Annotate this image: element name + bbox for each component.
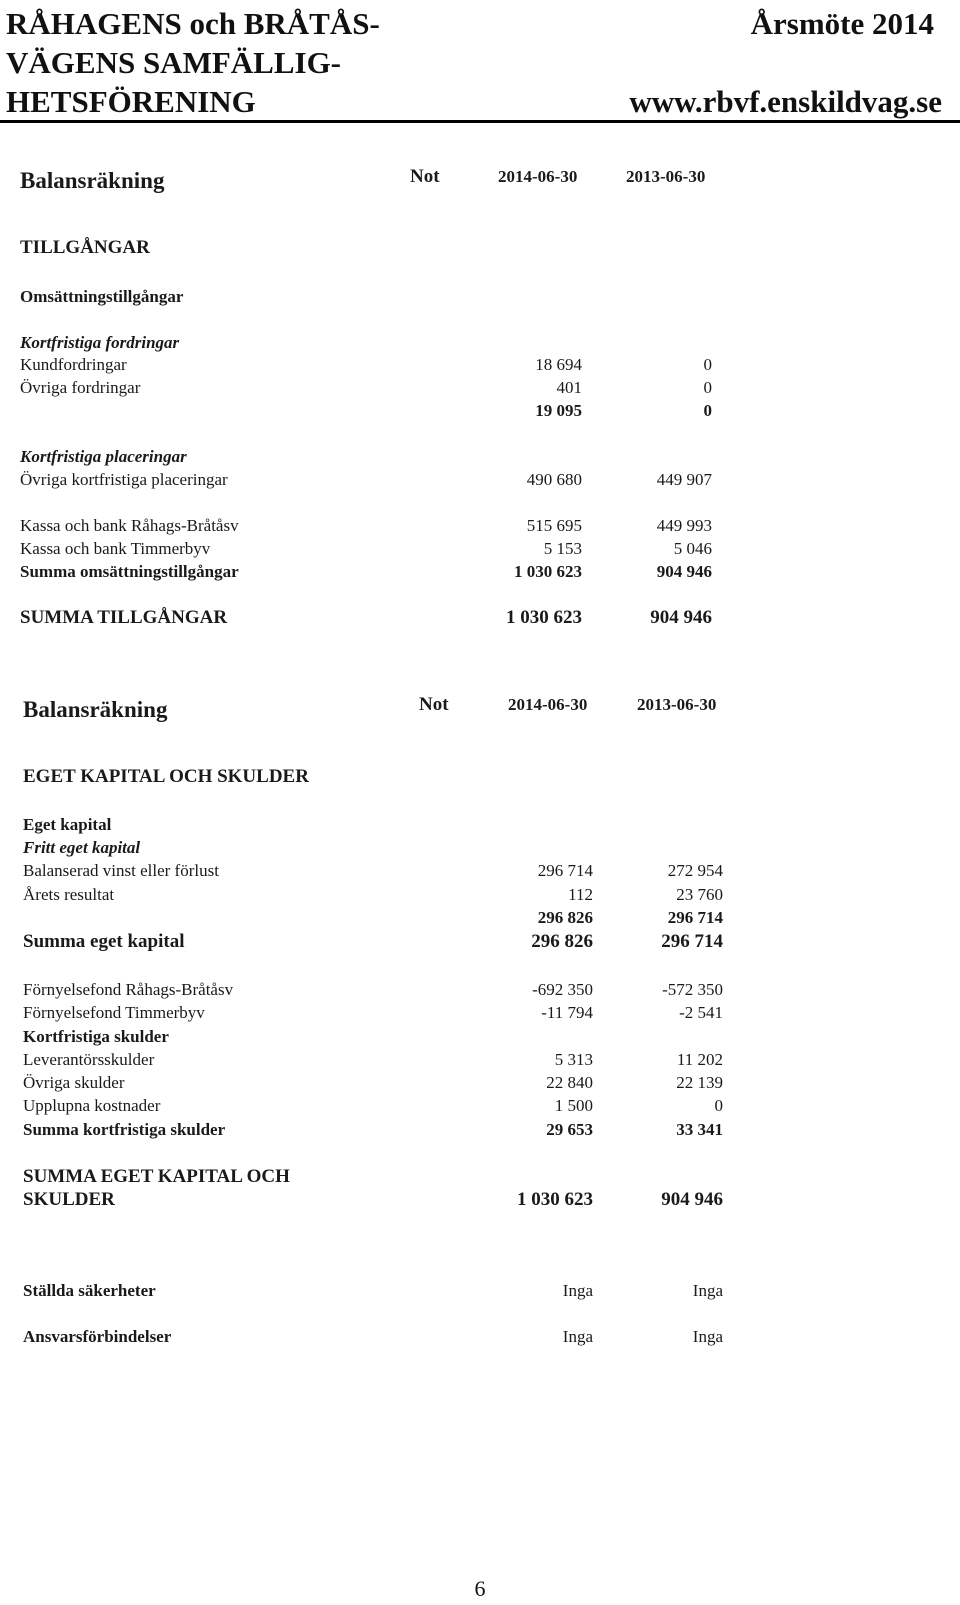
- cash-value-2013: 449 993: [656, 516, 712, 535]
- short-debts-heading: Kortfristiga skulder: [23, 1027, 169, 1046]
- equity-heading: Eget kapital: [23, 815, 112, 834]
- pledged-assets-2013: Inga: [692, 1281, 723, 1300]
- page-number: 6: [474, 1576, 486, 1601]
- association-name-line-3: HETSFÖRENING: [6, 84, 256, 119]
- cash-label: Kassa och bank Timmerbyv: [20, 539, 211, 558]
- equity-row-2014: 112: [568, 885, 593, 904]
- equity-row-2013: 272 954: [667, 861, 723, 880]
- placement-value-2014: 490 680: [526, 470, 582, 489]
- cash-value-2014: 5 153: [543, 539, 582, 558]
- renewal-fund-2014: -11 794: [541, 1003, 593, 1022]
- grand-total-label-line-1: SUMMA EGET KAPITAL OCH: [23, 1166, 290, 1187]
- cash-value-2013: 5 046: [673, 539, 712, 558]
- receivable-label: Kundfordringar: [20, 355, 127, 374]
- debt-row-2013: 0: [714, 1096, 723, 1115]
- liabilities-note-header: Not: [419, 694, 449, 715]
- header-divider: [0, 120, 960, 123]
- assets-col-2014-header: 2014-06-30: [498, 167, 578, 186]
- liabilities-col-2013-header: 2013-06-30: [637, 695, 717, 714]
- debt-row-2013: 11 202: [676, 1050, 723, 1069]
- placement-value-2013: 449 907: [656, 470, 712, 489]
- short-receivables-heading: Kortfristiga fordringar: [20, 333, 180, 352]
- liabilities-col-2014-header: 2014-06-30: [508, 695, 588, 714]
- liabilities-title: Balansräkning: [23, 697, 168, 722]
- contingent-liabilities-label: Ansvarsförbindelser: [23, 1327, 172, 1346]
- receivable-value-2013: 0: [703, 378, 712, 397]
- cash-value-2014: 515 695: [526, 516, 582, 535]
- debt-row-label: Leverantörsskulder: [23, 1050, 155, 1069]
- grand-total-2013: 904 946: [661, 1189, 723, 1210]
- renewal-fund-2013: -572 350: [662, 980, 723, 999]
- assets-title: Balansräkning: [20, 168, 165, 193]
- pledged-assets-2014: Inga: [562, 1281, 593, 1300]
- debt-sum-label: Summa kortfristiga skulder: [23, 1120, 226, 1139]
- receivables-total-2013: 0: [703, 401, 712, 420]
- sum-current-assets-2014: 1 030 623: [514, 562, 582, 581]
- assets-col-2013-header: 2013-06-30: [626, 167, 706, 186]
- association-name-line-1: RÅHAGENS och BRÅTÅS-: [6, 6, 380, 41]
- renewal-fund-2014: -692 350: [532, 980, 593, 999]
- equity-sum-label: Summa eget kapital: [23, 931, 185, 952]
- renewal-fund-2013: -2 541: [679, 1003, 723, 1022]
- pledged-assets-label: Ställda säkerheter: [23, 1281, 156, 1300]
- renewal-fund-label: Förnyelsefond Råhags-Bråtåsv: [23, 980, 234, 999]
- debt-row-label: Övriga skulder: [23, 1073, 125, 1092]
- equity-subtotal-2013: 296 714: [667, 908, 723, 927]
- equity-subtotal-2014: 296 826: [537, 908, 593, 927]
- short-placements-heading: Kortfristiga placeringar: [20, 447, 187, 466]
- contingent-liabilities-2014: Inga: [562, 1327, 593, 1346]
- equity-sum-2014: 296 826: [531, 931, 593, 952]
- receivables-total-2014: 19 095: [535, 401, 582, 420]
- debt-sum-2013: 33 341: [676, 1120, 723, 1139]
- liabilities-section-heading: EGET KAPITAL OCH SKULDER: [23, 766, 309, 787]
- sum-current-assets-label: Summa omsättningstillgångar: [20, 562, 239, 581]
- annual-meeting-title: Årsmöte 2014: [750, 6, 934, 41]
- renewal-fund-label: Förnyelsefond Timmerbyv: [23, 1003, 205, 1022]
- receivable-label: Övriga fordringar: [20, 378, 141, 397]
- grand-total-2014: 1 030 623: [517, 1189, 593, 1210]
- contingent-liabilities-2013: Inga: [692, 1327, 723, 1346]
- equity-row-label: Årets resultat: [23, 885, 115, 904]
- assets-section-heading: TILLGÅNGAR: [20, 237, 150, 258]
- equity-row-2013: 23 760: [676, 885, 723, 904]
- total-assets-2014: 1 030 623: [506, 607, 582, 628]
- website-link[interactable]: www.rbvf.enskildvag.se: [629, 84, 942, 119]
- association-name-line-2: VÄGENS SAMFÄLLIG-: [6, 45, 342, 80]
- receivable-value-2013: 0: [703, 355, 712, 374]
- sum-current-assets-2013: 904 946: [656, 562, 712, 581]
- receivable-value-2014: 401: [556, 378, 582, 397]
- debt-row-label: Upplupna kostnader: [23, 1096, 161, 1115]
- association-name: [6, 4, 380, 121]
- cash-label: Kassa och bank Råhags-Bråtåsv: [20, 516, 239, 535]
- total-assets-label: SUMMA TILLGÅNGAR: [20, 607, 228, 628]
- receivable-value-2014: 18 694: [535, 355, 582, 374]
- equity-sum-2013: 296 714: [661, 931, 723, 952]
- debt-row-2014: 22 840: [546, 1073, 593, 1092]
- document-header: [0, 0, 960, 122]
- debt-row-2013: 22 139: [676, 1073, 723, 1092]
- equity-row-label: Balanserad vinst eller förlust: [23, 861, 219, 880]
- free-equity-heading: Fritt eget kapital: [23, 838, 141, 857]
- debt-row-2014: 5 313: [554, 1050, 593, 1069]
- current-assets-heading: Omsättningstillgångar: [20, 287, 184, 306]
- grand-total-label-line-2: SKULDER: [23, 1189, 115, 1210]
- assets-note-header: Not: [410, 166, 440, 187]
- placement-label: Övriga kortfristiga placeringar: [20, 470, 228, 489]
- debt-row-2014: 1 500: [554, 1096, 593, 1115]
- equity-row-2014: 296 714: [537, 861, 593, 880]
- total-assets-2013: 904 946: [650, 607, 712, 628]
- debt-sum-2014: 29 653: [546, 1120, 593, 1139]
